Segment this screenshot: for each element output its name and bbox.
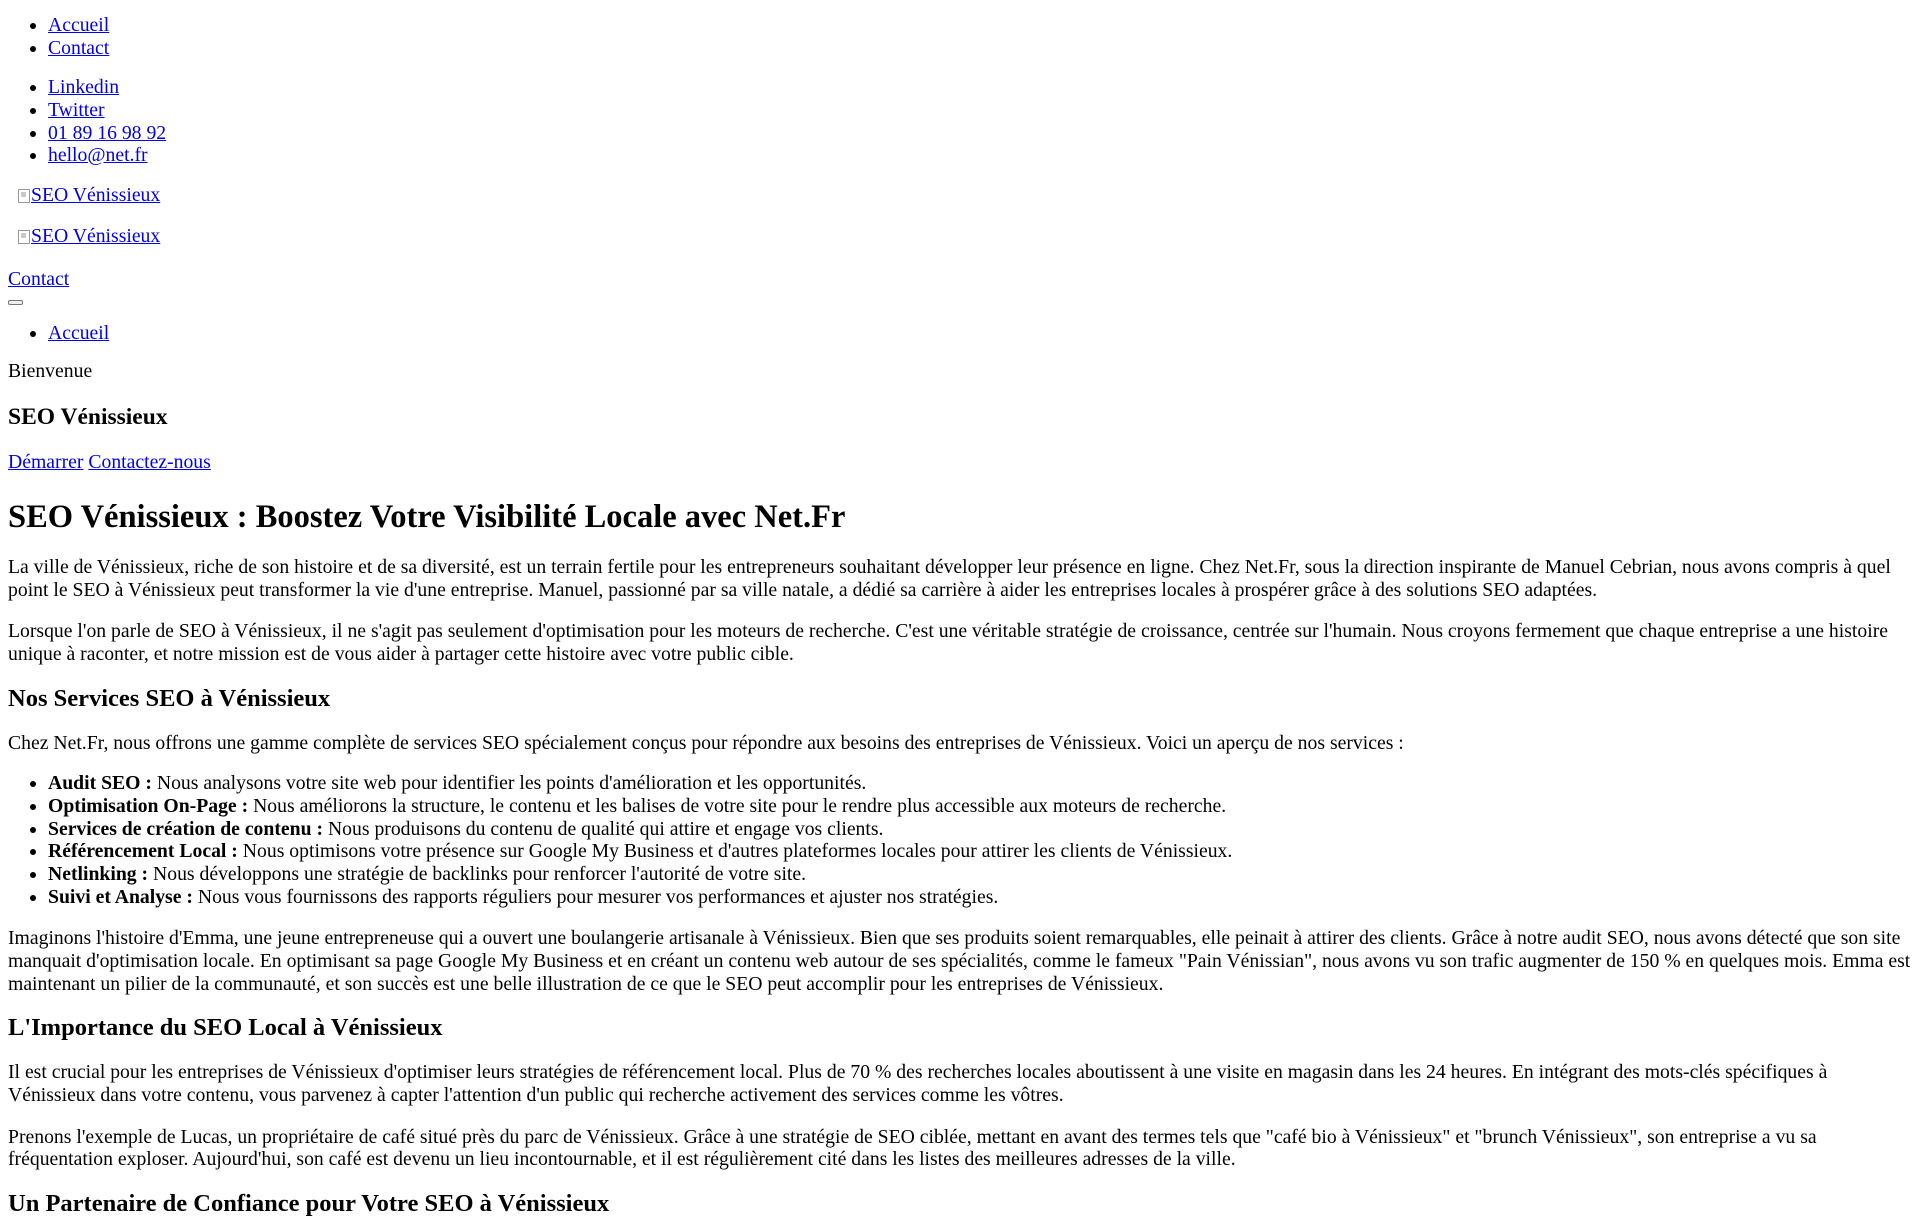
main-menu-link-accueil[interactable]: Accueil bbox=[48, 321, 110, 344]
service-item bbox=[48, 840, 1912, 863]
service-item bbox=[48, 818, 1912, 841]
article-intro-paragraph-1: La ville de Vénissieux, riche de son histoire et de sa diversité, est un terrain fertile pour les entrepreneurs souhaitant développer leur présence en ligne. Chez Net.Fr, sous la direction inspirante de Manuel Cebrian, nous avons compris à quel point le SEO à Vénissieux peut transformer la vie d'une entreprise. Manuel, passionné par sa ville natale, a dédié sa carrière à aider les entreprises locales à prospérer grâce à des solutions SEO adaptées. bbox=[8, 555, 1891, 601]
local-seo-paragraph-1: Il est crucial pour les entreprises de Vénissieux d'optimiser leurs stratégies de référencement local. Plus de 70 % des recherches locales aboutissent à une visite en magasin dans les 24 heures. En intégrant des mots-clés spécifiques à Vénissieux dans votre contenu, vous parvenez à capter l'attention d'un public qui recherche activement des services comme les vôtres. bbox=[8, 1061, 1828, 1107]
partner-heading: Un Partenaire de Confiance pour Votre SEO à Vénissieux bbox=[8, 1190, 610, 1218]
header-contact bbox=[8, 268, 1912, 291]
social-item-linkedin bbox=[48, 76, 1912, 99]
social-item-phone bbox=[48, 122, 1912, 145]
service-label: Suivi et Analyse : bbox=[48, 885, 193, 908]
services-intro: Chez Net.Fr, nous offrons une gamme complète de services SEO spécialement conçus pour répondre aux besoins des entreprises de Vénissieux. Voici un aperçu de nos services : bbox=[8, 731, 1404, 754]
service-text: Nous vous fournissons des rapports réguliers pour mesurer vos performances et ajuster nos stratégies. bbox=[192, 885, 999, 908]
email-link[interactable]: hello@net.fr bbox=[48, 144, 148, 167]
service-label: Optimisation On-Page : bbox=[48, 795, 249, 818]
local-seo-paragraph-2: Prenons l'exemple de Lucas, un propriétaire de café situé près du parc de Vénissieux. Grâce à une stratégie de SEO ciblée, mettant en avant des termes tels que "café bio à Vénissieux" et "brunch Vénissieux", son entreprise a vu sa fréquentation exploser. Aujourd'hui, son café est devenu un lieu incontournable, et il est régulièrement cité dans les listes des meilleures adresses de la ville. bbox=[8, 1125, 1817, 1171]
service-text: Nous produisons du contenu de qualité qui attire et engage vos clients. bbox=[323, 817, 884, 840]
article bbox=[8, 499, 1912, 1218]
service-item bbox=[48, 886, 1912, 909]
linkedin-link[interactable]: Linkedin bbox=[48, 76, 120, 99]
logo-link-primary[interactable] bbox=[18, 184, 160, 207]
top-menu-item-accueil bbox=[48, 14, 1912, 37]
article-title: SEO Vénissieux : Boostez Votre Visibilité Locale avec Net.Fr bbox=[8, 498, 846, 535]
main-menu-item-accueil bbox=[48, 322, 1912, 345]
page bbox=[0, 14, 1920, 1218]
service-text: Nous analysons votre site web pour identifier les points d'amélioration et les opportunités. bbox=[151, 772, 867, 795]
logo-alt-text: SEO Vénissieux bbox=[31, 183, 161, 206]
service-item bbox=[48, 795, 1912, 818]
top-menu-link-accueil[interactable]: Accueil bbox=[48, 14, 110, 36]
contact-us-button[interactable]: Contactez-nous bbox=[88, 450, 211, 473]
top-menu-link-contact[interactable]: Contact bbox=[48, 36, 110, 59]
service-text: Nous développons une stratégie de backlinks pour renforcer l'autorité de votre site. bbox=[148, 863, 807, 885]
top-menu bbox=[8, 14, 1912, 59]
broken-image-icon bbox=[18, 230, 30, 244]
service-label: Netlinking : bbox=[48, 863, 149, 885]
broken-image-icon bbox=[18, 189, 30, 203]
hero-ctas bbox=[8, 451, 1912, 474]
hero-welcome: Bienvenue bbox=[8, 360, 93, 383]
phone-link[interactable]: 01 89 16 98 92 bbox=[48, 121, 167, 144]
emma-story-paragraph: Imaginons l'histoire d'Emma, une jeune entrepreneuse qui a ouvert une boulangerie artisanale à Vénissieux. Bien que ses produits soient remarquables, elle peinait à attirer des clients. Grâce à notre audit SEO, nous avons détecté que son site manquait d'optimisation locale. En optimisant sa page Google My Business et en créant un contenu web autour de ses spécialités, comme le fameux "Pain Vénissian", nous avons vu son trafic augmenter de 150 % en quelques mois. Emma est maintenant un pilier de la communauté, et son succès est une belle illustration de ce que le SEO peut accomplir pour les entreprises de Vénissieux. bbox=[8, 927, 1911, 995]
logo-secondary bbox=[8, 225, 1912, 249]
service-item bbox=[48, 863, 1912, 886]
logo-link-secondary[interactable] bbox=[18, 225, 160, 248]
social-menu bbox=[8, 76, 1912, 167]
start-button[interactable]: Démarrer bbox=[8, 450, 84, 473]
header-contact-link[interactable]: Contact bbox=[8, 267, 70, 290]
logo-primary bbox=[8, 184, 1912, 208]
service-text: Nous améliorons la structure, le contenu et les balises de votre site pour le rendre plus accessible aux moteurs de recherche. bbox=[248, 795, 1227, 818]
twitter-link[interactable]: Twitter bbox=[48, 98, 105, 121]
logo-alt-text: SEO Vénissieux bbox=[31, 224, 161, 247]
menu-toggle-button[interactable] bbox=[8, 300, 23, 305]
services-list bbox=[8, 772, 1912, 908]
main-menu bbox=[8, 322, 1912, 345]
local-seo-heading: L'Importance du SEO Local à Vénissieux bbox=[8, 1014, 443, 1042]
social-item-email bbox=[48, 144, 1912, 167]
article-intro-paragraph-2: Lorsque l'on parle de SEO à Vénissieux, il ne s'agit pas seulement d'optimisation pour les moteurs de recherche. C'est une véritable stratégie de croissance, centrée sur l'humain. Nous croyons fermement que chaque entreprise a une histoire unique à raconter, et notre mission est de vous aider à partager cette histoire avec votre public cible. bbox=[8, 620, 1888, 665]
service-label: Services de création de contenu : bbox=[48, 817, 324, 840]
service-label: Référencement Local : bbox=[48, 840, 238, 863]
services-heading: Nos Services SEO à Vénissieux bbox=[8, 684, 331, 712]
hero-title: SEO Vénissieux bbox=[8, 403, 168, 430]
service-label: Audit SEO : bbox=[48, 772, 152, 795]
top-menu-item-contact bbox=[48, 37, 1912, 60]
service-item bbox=[48, 772, 1912, 795]
service-text: Nous optimisons votre présence sur Google My Business et d'autres plateformes locales pour attirer les clients de Vénissieux. bbox=[237, 840, 1233, 863]
social-item-twitter bbox=[48, 99, 1912, 122]
